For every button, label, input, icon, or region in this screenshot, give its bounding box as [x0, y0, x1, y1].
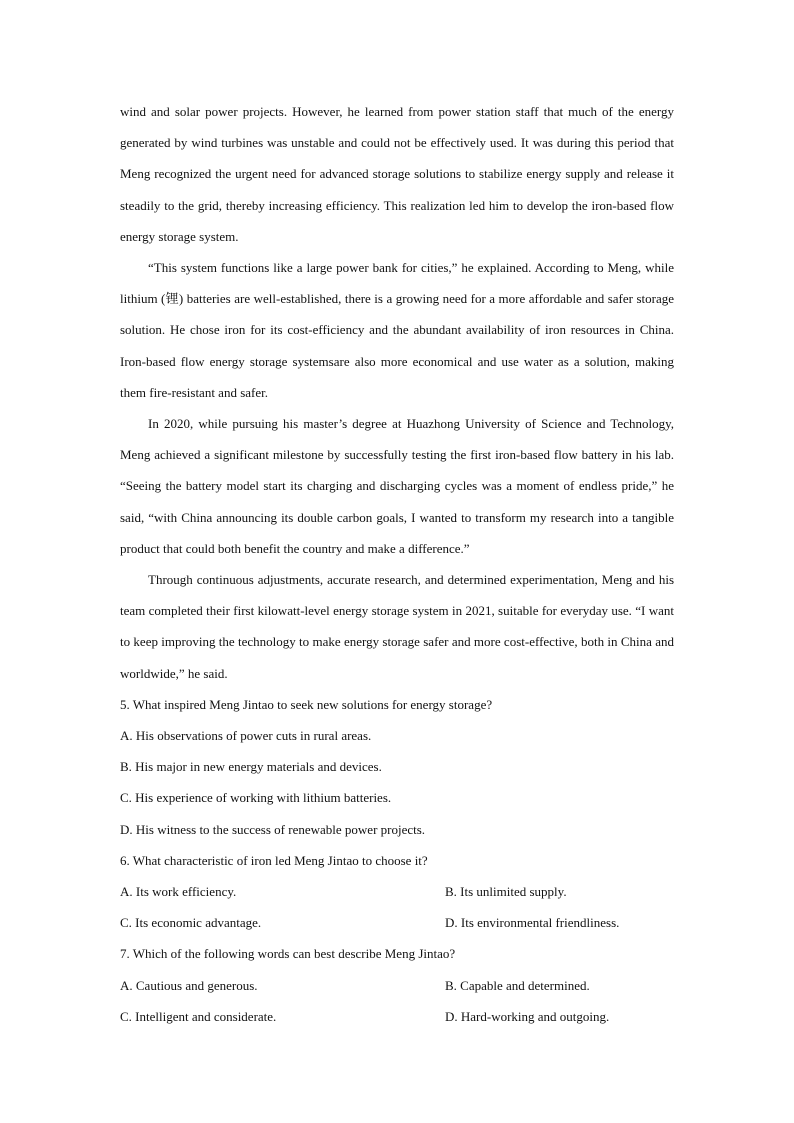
question-7-options-row-2: [120, 1001, 674, 1032]
question-7-option-b: B. Capable and determined.: [445, 977, 590, 993]
question-5-option-c: C. His experience of working with lithium batteries.: [120, 790, 392, 806]
question-6-option-a: A. Its work efficiency.: [120, 884, 237, 900]
question-7-options-row-1: [120, 970, 674, 1001]
question-6-options-row-2: [120, 907, 674, 938]
passage-paragraph: Through continuous adjustments, accurate research, and determined experimentation, Meng and his team completed their first kilowatt-level energy storage system in 2021, suitable for everyday use. “I want to keep improving the technology to make energy storage safer and more cost-effective, both in China and worldwide,” he said.: [120, 572, 674, 681]
passage-paragraph: “This system functions like a large power bank for cities,” he explained. According to Meng, while lithium (锂) batteries are well-established, there is a growing need for a more affordable and safer storage solution. He chose iron for its cost-efficiency and the abundant availability of iron resources in China. Iron-based flow energy storage systemsare also more economical and use water as a solution, making them fire-resistant and safer.: [120, 260, 674, 400]
question-6-stem: 6. What characteristic of iron led Meng Jintao to choose it?: [120, 852, 428, 868]
question-5-option-d: D. His witness to the success of renewable power projects.: [120, 821, 426, 837]
question-6-option-c: C. Its economic advantage.: [120, 915, 262, 931]
document-page: [120, 96, 674, 1032]
question-5-stem: 5. What inspired Meng Jintao to seek new solutions for energy storage?: [120, 696, 493, 712]
question-6-option-b: B. Its unlimited supply.: [445, 884, 567, 900]
question-5-option-b: B. His major in new energy materials and devices.: [120, 759, 382, 775]
passage-paragraph: wind and solar power projects. However, he learned from power station staff that much of the energy generated by wind turbines was unstable and could not be effectively used. It was during this period that Meng recognized the urgent need for advanced storage solutions to stabilize energy supply and release it steadily to the grid, thereby increasing efficiency. This realization led him to develop the iron-based flow energy storage system.: [120, 104, 674, 244]
question-6-option-d: D. Its environmental friendliness.: [445, 915, 620, 931]
question-7-option-c: C. Intelligent and considerate.: [120, 1008, 277, 1024]
question-6-options-row-1: [120, 876, 674, 907]
question-7-option-a: A. Cautious and generous.: [120, 977, 258, 993]
question-7-option-d: D. Hard-working and outgoing.: [445, 1008, 610, 1024]
question-7-stem: 7. Which of the following words can best describe Meng Jintao?: [120, 946, 456, 962]
question-5-option-a: A. His observations of power cuts in rural areas.: [120, 728, 372, 744]
passage-paragraph: In 2020, while pursuing his master’s degree at Huazhong University of Science and Technology, Meng achieved a significant milestone by successfully testing the first iron-based flow battery in his lab. “Seeing the battery model start its charging and discharging cycles was a moment of endless pride,” he said, “with China announcing its double carbon goals, I wanted to transform my research into a tangible product that could both benefit the country and make a difference.”: [120, 416, 674, 556]
